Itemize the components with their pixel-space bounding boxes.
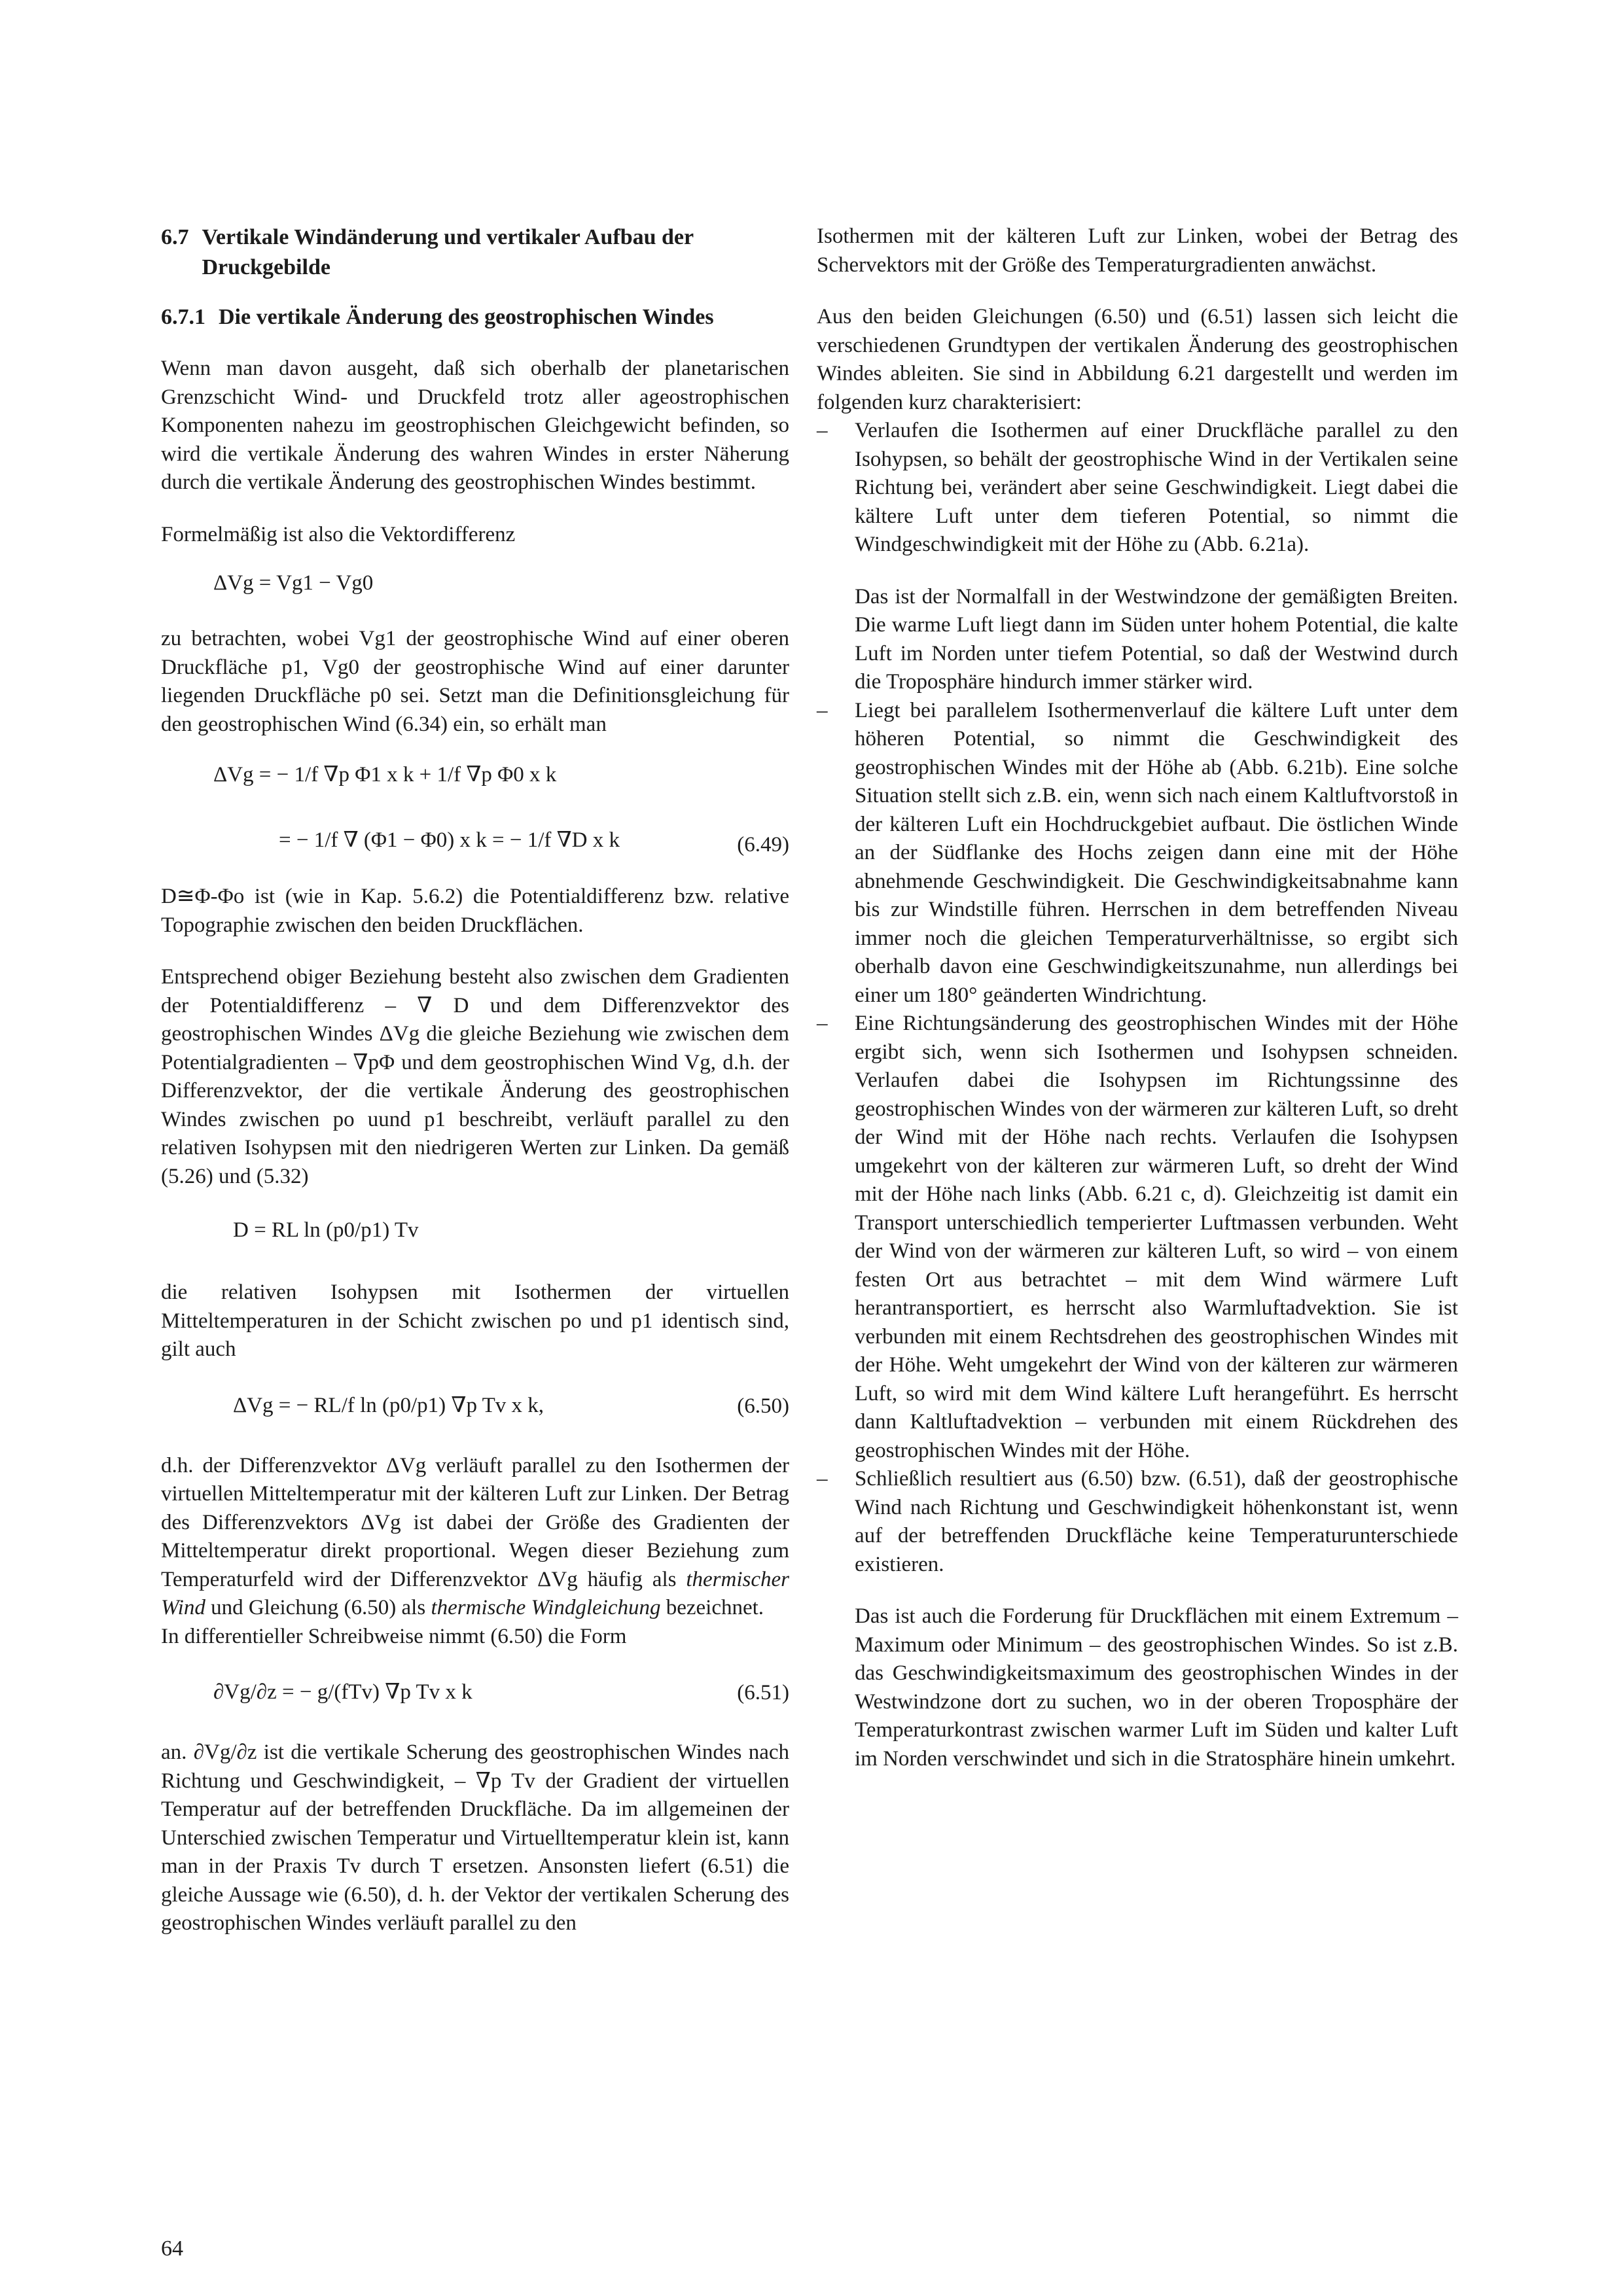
subsection-number: 6.7.1 (161, 305, 205, 329)
section-number: 6.7 (161, 225, 189, 249)
paragraph: Eine Richtungsänderung des geostrophischen Windes mit der Höhe ergibt sich, wenn sich Isothermen und Isohypsen schneiden. Verlaufen dabei die Isohypsen im Richtungssinne des geostrophischen Windes von der wärmeren zur kälteren Luft, so dreht der Wind mit der Höhe nach rechts. Verlaufen die Isohypsen umgekehrt von der kälteren zur wärmeren Luft, so dreht der Wind mit der Höhe nach links (Abb. 6.21 c, d). Gleichzeitig ist damit ein Transport unterschiedlich temperierter Luftmassen verbunden. Weht der Wind von der wärmeren zur kälteren Luft, so wird – von einem festen Ort aus betrachtet – mit dem Wind wärmere Luft herantransportiert, es herrscht also Warmluftadvektion. Sie ist verbunden mit einem Rechtsdrehen des geostrophischen Windes mit der Höhe. Weht umgekehrt der Wind von der kälteren zur wärmeren Luft, so wird mit dem Wind kältere Luft herangeführt. Es herrscht dann Kaltluftadvektion – verbunden mit einem Rückdrehen des geostrophischen Windes mit der Höhe. (855, 1012, 1458, 1462)
paragraph: D≅Φ-Φo ist (wie in Kap. 5.6.2) die Potentialdifferenz bzw. relative Topographie zwischen den beiden Druckflächen. (161, 885, 789, 937)
right-column (817, 222, 1458, 1773)
section-heading (161, 222, 789, 283)
list-item (817, 697, 1458, 1010)
paragraph: Aus den beiden Gleichungen (6.50) und (6.51) lassen sich leicht die verschiedenen Grundtypen der vertikalen Änderung des geostrophischen Windes ableiten. Sie sind in Abbildung 6.21 dargestellt und werden im folgenden kurz charakterisiert: (817, 305, 1458, 414)
equation-6-50: ΔVg = − RL/f ln (p0/p1) ∇p Tv x k, (233, 1393, 544, 1417)
equation-6-49-line2: = − 1/f ∇ (Φ1 − Φ0) x k = − 1/f ∇D x k (279, 828, 620, 852)
paragraph: zu betrachten, wobei Vg1 der geostrophische Wind auf einer oberen Druckfläche p1, Vg0 der geostrophische Wind auf einer darunter liegenden Druckfläche p0 sei. Setzt man die Definitionsgleichung für den geostrophischen Wind (6.34) ein, so erhält man (161, 627, 789, 736)
paragraph: an. ∂Vg/∂z ist die vertikale Scherung des geostrophischen Windes nach Richtung und Geschwindigkeit, – ∇p Tv der Gradient der virtuellen Temperatur auf der betreffenden Druckfläche. Da im allgemeinen der Unterschied zwischen Temperatur und Virtuelltemperatur klein ist, kann man in der Praxis Tv durch T ersetzen. Ansonsten liefert (6.51) die gleiche Aussage wie (6.50), d. h. der Vektor der vertikalen Scherung des geostrophischen Windes verläuft parallel zu den (161, 1740, 789, 1935)
list-item (817, 1465, 1458, 1579)
section-title: Vertikale Windänderung und vertikaler Aufbau der Druckgebilde (202, 225, 694, 279)
paragraph: Schließlich resultiert aus (6.50) bzw. (6.51), daß der geostrophische Wind nach Richtung und Geschwindigkeit höhenkonstant ist, wenn auf der betreffenden Druckfläche keine Temperaturunterschiede existieren. (855, 1467, 1458, 1576)
equation-6-51: ∂Vg/∂z = − g/(fTv) ∇p Tv x k (213, 1680, 473, 1704)
list-dash: – (817, 698, 828, 722)
equation (161, 817, 789, 871)
equation-number: (6.49) (737, 833, 789, 857)
paragraph: die relativen Isohypsen mit Isothermen der virtuellen Mitteltemperaturen in der Schicht zwischen po und p1 identisch sind, gilt auch (161, 1280, 789, 1361)
paragraph: Entsprechend obiger Beziehung besteht also zwischen dem Gradienten der Potentialdifferenz – ∇ D und dem Differenzvektor des geostrophischen Windes ΔVg die gleiche Beziehung wie zwischen dem Potentialgradienten – ∇pΦ und dem geostrophischen Wind Vg, d.h. der Differenzvektor, der die vertikale Änderung des geostrophischen Windes zwischen po uund p1 beschreibt, verläuft parallel zu den relativen Isohypsen mit den niedrigeren Werten zur Linken. Da gemäß (5.26) und (5.32) (161, 965, 789, 1188)
equation-d: D = RL ln (p0/p1) Tv (233, 1218, 419, 1242)
equation (161, 1664, 789, 1727)
equation-vector-difference: ΔVg = Vg1 − Vg0 (213, 571, 374, 595)
paragraph: Wenn man davon ausgeht, daß sich oberhalb der planetarischen Grenzschicht Wind- und Druckfeld trotz aller ageostrophischen Komponenten nahezu im geostrophischen Gleichgewicht befinden, so wird die vertikale Änderung des wahren Windes in erster Näherung durch die vertikale Änderung des geostrophischen Windes bestimmt. (161, 357, 789, 494)
list-dash: – (817, 1467, 828, 1491)
term-thermischer-wind: thermischer Wind (161, 1567, 789, 1619)
equation (161, 1377, 789, 1440)
paragraph: Das ist der Normalfall in der Westwindzone der gemäßigten Breiten. Die warme Luft liegt dann im Süden unter hohem Potential, die kalte Luft im Norden unter tiefem Potential, so daß der Westwind durch die Troposphäre hindurch immer stärker wird. (855, 584, 1458, 694)
paragraph: d.h. der Differenzvektor ΔVg verläuft parallel zu den Isothermen der virtuellen Mitteltemperatur mit der kälteren Luft zur Linken. Der Betrag des Differenzvektors ΔVg ist dabei der Größe des Gradienten der Mitteltemperatur direkt proportional. Wegen dieser Beziehung zum Temperaturfeld wird der Differenzvektor ΔVg häufig als thermischer Wind und Gleichung (6.50) als thermische Windgleichung bezeichnet. (161, 1453, 789, 1619)
equation (161, 1204, 789, 1267)
paragraph: Isothermen mit der kälteren Luft zur Linken, wobei der Betrag des Schervektors mit der Größe des Temperaturgradienten anwächst. (817, 224, 1458, 277)
list-item (817, 417, 1458, 559)
subsection-title: Die vertikale Änderung des geostrophischen Windes (219, 305, 714, 329)
page-number: 64 (161, 2236, 183, 2261)
paragraph: Das ist auch die Forderung für Druckflächen mit einem Extremum – Maximum oder Minimum – des geostrophischen Windes. So ist z.B. das Geschwindigkeitsmaximum des geostrophischen Windes in der Westwindzone dort zu suchen, wo in der oberen Troposphäre der Temperaturkontrast zwischen warmer Luft im Süden und kalter Luft im Norden verschwindet und sich in die Stratosphäre hinein umkehrt. (855, 1604, 1458, 1771)
equation-number: (6.50) (737, 1394, 789, 1418)
paragraph: Liegt bei parallelem Isothermenverlauf die kältere Luft unter dem höheren Potential, so nimmt die Geschwindigkeit des geostrophischen Windes mit der Höhe ab (Abb. 6.21b). Eine solche Situation stellt sich z.B. ein, wenn sich nach einem Kaltluftvorstoß in der kälteren Luft ein Hochdruckgebiet aufbaut. Die östlichen Winde an der Südflanke des Hochs zeigen dann eine mit der Höhe abnehmende Geschwindigkeit. Die Geschwindigkeitsabnahme kann bis zur Windstille führen. Herrschen in dem betreffenden Niveau immer noch die gleichen Temperaturverhältnisse, so ergibt sich oberhalb davon eine Geschwindigkeitszunahme, nun allerdings bei einer um 180° geänderten Windrichtung. (855, 698, 1458, 1007)
left-column (161, 222, 789, 1938)
equation (161, 562, 789, 613)
term-thermische-windgleichung: thermische Windgleichung (431, 1596, 661, 1619)
list-item (817, 1010, 1458, 1465)
list-dash: – (817, 1012, 828, 1035)
paragraph: In differentieller Schreibweise nimmt (6.50) die Form (161, 1624, 627, 1648)
paragraph: Formelmäßig ist also die Vektordifferenz (161, 522, 516, 546)
equation-6-49-line1: ΔVg = − 1/f ∇p Φ1 x k + 1/f ∇p Φ0 x k (213, 763, 557, 786)
equation (161, 752, 789, 805)
list-dash: – (817, 419, 828, 442)
paragraph: Verlaufen die Isothermen auf einer Druckfläche parallel zu den Isohypsen, so behält der geostrophische Wind in der Vertikalen seine Richtung bei, verändert aber seine Geschwindigkeit. Liegt dabei die kältere Luft unter dem tieferen Potential, so nimmt die Windgeschwindigkeit mit der Höhe zu (Abb. 6.21a). (855, 419, 1458, 556)
equation-number: (6.51) (737, 1681, 789, 1704)
subsection-heading (161, 302, 789, 332)
